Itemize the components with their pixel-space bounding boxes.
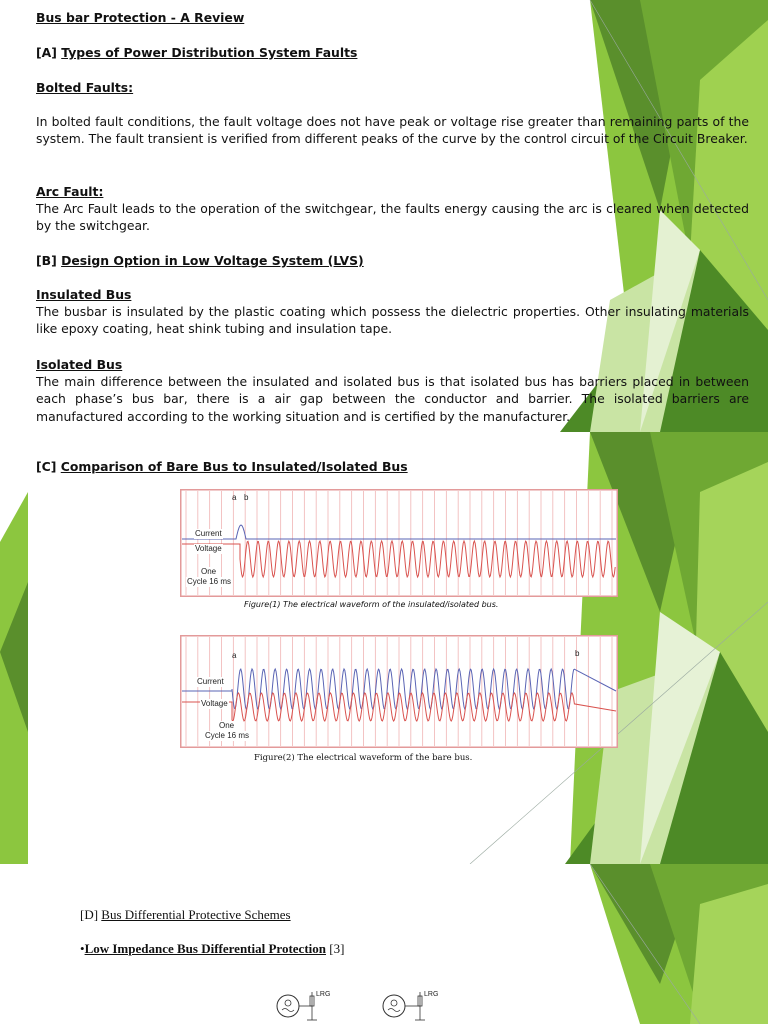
figure-1-cycle-label-1: One: [201, 567, 217, 576]
section-c-prefix: [C]: [36, 459, 61, 474]
bolted-faults-text: In bolted fault conditions, the fault voltage does not have peak or voltage rise greater than remaining parts of the system. The fault transient is verified from different peaks of the curve by the control circuit of the Circuit Breaker.: [36, 114, 749, 147]
lrg-label-2: LRG: [424, 991, 439, 998]
section-a-prefix: [A]: [36, 45, 62, 60]
figure-2-current-label: Current: [197, 677, 224, 686]
section-d-heading: [80, 906, 291, 923]
generator-diagram: [270, 986, 450, 1024]
bullet-icon: •: [80, 941, 85, 956]
section-c-heading: [36, 458, 408, 475]
section-b-heading: [36, 252, 364, 269]
figure-1-waveform: [180, 489, 618, 597]
insulated-bus-text: The busbar is insulated by the plastic coating which possess the dielectric properties. Other insulating materials like epoxy coating, heat shink tubing and insulation tape.: [36, 304, 749, 337]
figure-2-cycle-label-2: Cycle 16 ms: [205, 731, 250, 740]
section-d-prefix: [D]: [80, 907, 102, 922]
section-a-title: Types of Power Distribution System Faults: [61, 45, 358, 60]
figure-2: [180, 635, 618, 748]
figure-1-marker-a: a: [232, 493, 237, 502]
slide-1: [0, 0, 768, 432]
arc-fault-text: The Arc Fault leads to the operation of the switchgear, the faults energy causing the arc is cleared when detected by the switchgear.: [36, 201, 749, 234]
figure-2-marker-a: a: [232, 651, 237, 660]
isolated-bus-text: The main difference between the insulated and isolated bus is that isolated bus has barriers placed in between each phase’s bus bar, there is a air gap between the conductor and barrier. The isolated barriers are manufactured according to the working situation and is certified by the manufacturer.: [36, 374, 749, 424]
item-title: Low Impedance Bus Differential Protection: [84, 941, 327, 956]
insulated-bus-heading: Insulated Bus: [36, 287, 132, 302]
slide-3: [0, 864, 768, 1024]
section-c-title: Comparison of Bare Bus to Insulated/Isolated Bus: [60, 459, 408, 474]
bolted-faults-heading: Bolted Faults:: [36, 80, 134, 95]
isolated-bus-heading: Isolated Bus: [36, 357, 123, 372]
figure-2-cycle-label-1: One: [219, 721, 235, 730]
figure-1-voltage-label: Voltage: [195, 544, 222, 553]
generator-2-icon: [383, 992, 425, 1020]
lrg-label-1: LRG: [316, 991, 331, 998]
section-b-title: Design Option in Low Voltage System (LVS): [61, 253, 364, 268]
slide-2: [0, 432, 768, 864]
figure-1-current-label: Current: [195, 529, 222, 538]
section-d-title: Bus Differential Protective Schemes: [101, 907, 291, 922]
figure-2-caption: Figure(2) The electrical waveform of the bare bus.: [254, 753, 473, 763]
figure-1-cycle-label-2: Cycle 16 ms: [187, 577, 232, 586]
figure-2-marker-b: b: [575, 649, 580, 658]
figure-2-voltage-label: Voltage: [201, 699, 228, 708]
figure-1-marker-b: b: [244, 493, 249, 502]
section-a-heading: [36, 44, 357, 61]
arc-fault-heading: Arc Fault:: [36, 184, 104, 199]
bullet-item: [80, 940, 344, 957]
item-ref: [3]: [326, 941, 345, 956]
section-b-prefix: [B]: [36, 253, 62, 268]
figure-1-caption: Figure(1) The electrical waveform of the insulated/isolated bus.: [244, 600, 499, 609]
page-title: Bus bar Protection - A Review: [36, 10, 245, 25]
generator-1-icon: [277, 992, 317, 1020]
figure-1: [180, 489, 618, 597]
